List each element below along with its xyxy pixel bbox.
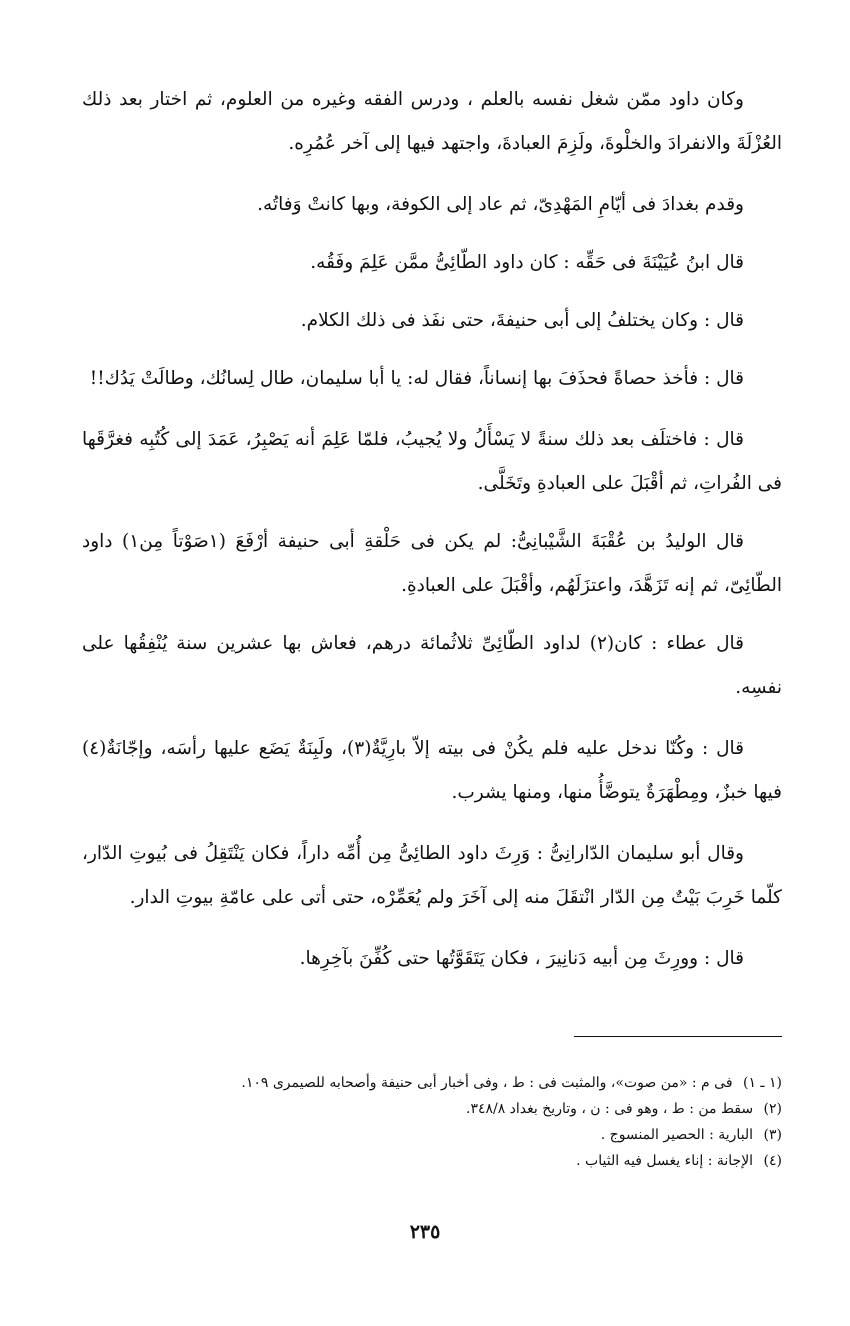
- paragraph-7: قال الوليدُ بن عُقْبَةَ الشَّيْبانِىُّ: لم يكن فى حَلْقةِ أبى حنيفة أرْفَعَ (١صَوْتاً مِن١) داود الطّائِىّ، ثم إنه تَزَهَّدَ، واعتزَلَهُم، وأقْبَلَ على العبادةِ.: [82, 531, 782, 596]
- footnote-divider: [574, 1036, 782, 1037]
- footnote-4: [82, 1148, 782, 1174]
- paragraph-4: قال : وكان يختلفُ إلى أبى حنيفةَ، حتى نفَذ فى ذلك الكلام.: [300, 310, 744, 331]
- paragraph-1: وكان داود ممّن شغل نفسه بالعلم ، ودرس الفقه وغيره من العلوم، ثم اختار بعد ذلك العُزْلَةَ والانفرادَ والخلْوةَ، ولَزِمَ العبادةَ، واجتهد فيها إلى آخر عُمُرِه.: [82, 89, 782, 154]
- footnote-2: [82, 1096, 782, 1122]
- footnotes: [82, 1070, 782, 1174]
- paragraph-10: وقال أبو سليمان الدّارانِىُّ : وَرِثَ داود الطائِىُّ مِن أُمِّه داراً، فكان يَنْتَقِلُ فى بُيوتِ الدّار، كلّما خَرِبَ بَيْتٌ مِن الدّار انْتقَلَ منه إلى آخَرَ ولم يُعَمِّرْه، حتى أتى على عامّةِ بيوتِ الدار.: [82, 843, 782, 908]
- paragraph-6: قال : فاختلَف بعد ذلك سنةً لا يَسْأَلُ ولا يُجيبُ، فلمّا عَلِمَ أنه يَصْبِرُ، عَمَدَ إلى كُتُبِه فغرَّقَها فى الفُراتِ، ثم أقْبَلَ على العبادةِ وتَخَلَّى.: [82, 429, 782, 494]
- footnote-text: البارية : الحصير المنسوج .: [600, 1127, 754, 1143]
- page-number: ٢٣٥: [409, 1221, 441, 1243]
- footnote-number: (٢): [763, 1101, 782, 1117]
- paragraph-3: قال ابنُ عُيَيْنَةَ فى حَقِّه : كان داود الطّائِىُّ ممَّن عَلِمَ وفَقُه.: [310, 252, 744, 273]
- paragraph-11: قال : وورِثَ مِن أبيه دَنانِيرَ ، فكان يَتَقَوَّتُها حتى كُفِّنَ بآخِرِها.: [299, 948, 744, 969]
- footnote-number: (٤): [763, 1153, 782, 1169]
- paragraph-8: قال عطاء : كان(٢) لداود الطّائِىِّ ثلاثُمائة درهم، فعاش بها عشرين سنة يُنْفِقُها على نفسِه.: [82, 633, 782, 698]
- footnote-text: فى م : «من صوت»، والمثبت فى : ط ، وفى أخبار أبى حنيفة وأصحابه للصيمرى ١٠٩.: [241, 1075, 733, 1091]
- footnote-text: سقط من : ط ، وهو فى : ن ، وتاريخ بغداد ٣٤٨/٨.: [465, 1101, 754, 1117]
- footnote-number: (١ ـ ١): [742, 1075, 782, 1091]
- footnote-number: (٣): [763, 1127, 782, 1143]
- paragraph-5: قال : فأخذ حصاةً فحذَفَ بها إنساناً، فقال له: يا أبا سليمان، طال لِسانُك، وطالَتْ يَدُك!!: [89, 368, 744, 389]
- main-text: [82, 78, 782, 998]
- paragraph-9: قال : وكُنّا ندخل عليه فلم يكُنْ فى بيته إلاّ بارِيَّةٌ(٣)، ولَبِنَةٌ يَضَع عليها رأسَه، وإجّانَةٌ(٤) فيها خبزٌ، ومِطْهَرَةٌ يتوضَّأُ منها، ومنها يشرب.: [82, 738, 782, 803]
- footnote-3: [82, 1122, 782, 1148]
- paragraph-2: وقدم بغدادَ فى أيّامِ المَهْدِىّ، ثم عاد إلى الكوفة، وبها كانتْ وَفاتُه.: [257, 194, 744, 215]
- footnote-1: [82, 1070, 782, 1096]
- footnote-text: الإجانة : إناء يغسل فيه الثياب .: [576, 1153, 754, 1169]
